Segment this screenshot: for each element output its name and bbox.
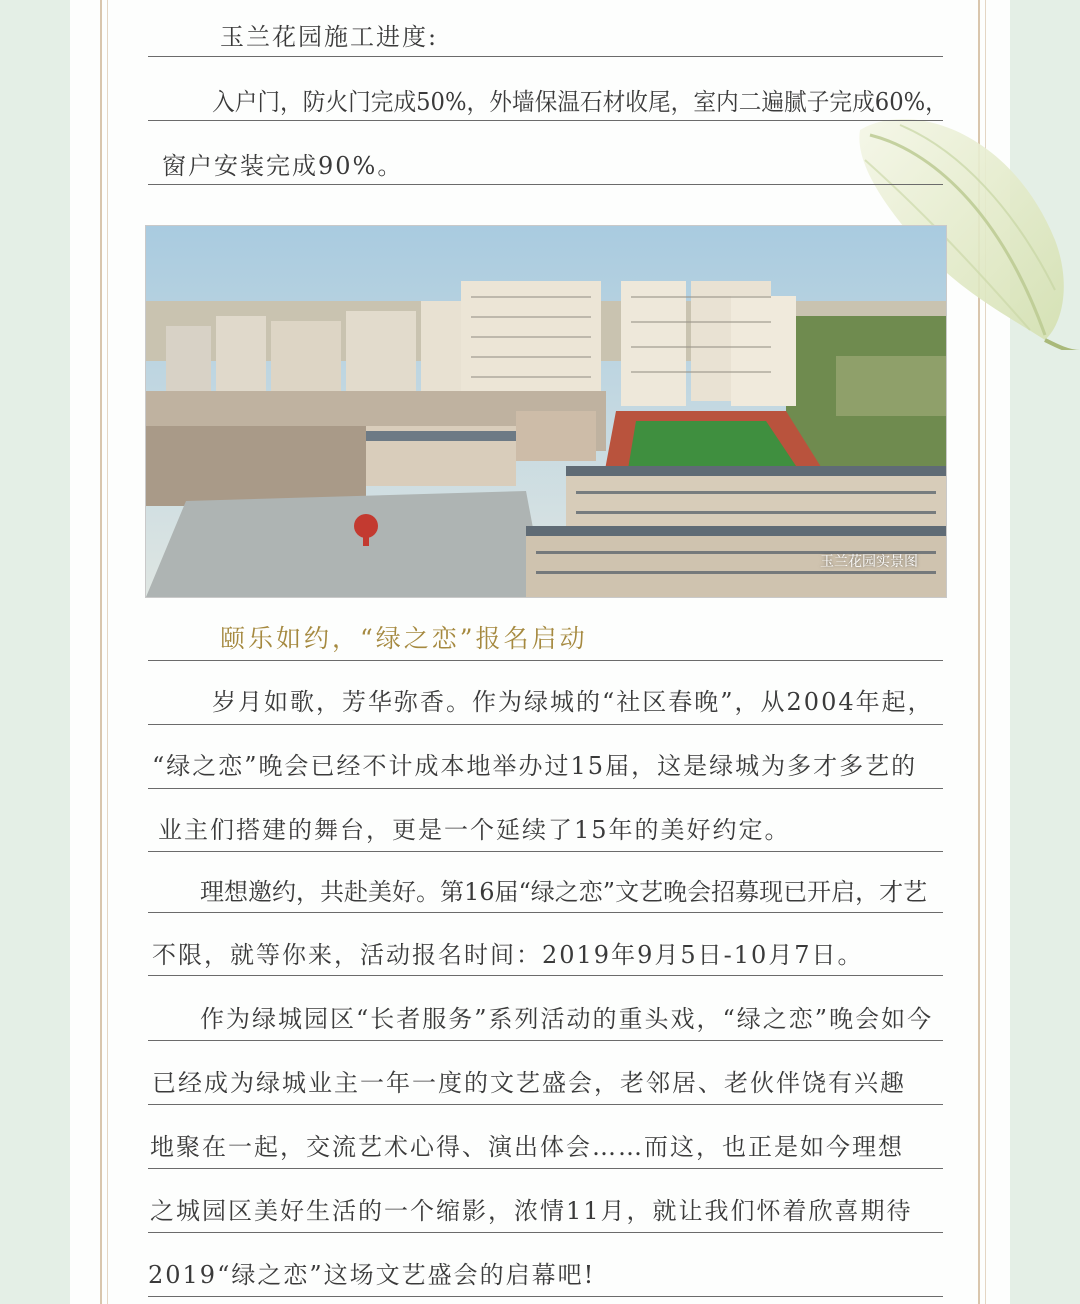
ruled-line bbox=[148, 1104, 943, 1105]
frame-border-left bbox=[100, 0, 102, 1304]
paragraph-line: 不限，就等你来，活动报名时间：2019年9月5日-10月7日。 bbox=[152, 941, 864, 969]
estate-aerial-photo bbox=[145, 225, 947, 598]
paragraph-line: 地聚在一起，交流艺术心得、演出体会……而这，也正是如今理想 bbox=[150, 1133, 904, 1161]
section-heading: 颐乐如约，“绿之恋”报名启动 bbox=[220, 624, 588, 653]
paragraph-line: 业主们搭建的舞台，更是一个延续了15年的美好约定。 bbox=[158, 816, 791, 844]
paragraph-line: “绿之恋”晚会已经不计成本地举办过15届，这是绿城为多才多艺的 bbox=[152, 752, 918, 780]
ruled-line bbox=[148, 1168, 943, 1169]
progress-line-2: 窗户安装完成90%。 bbox=[162, 152, 404, 180]
paragraph-line: 理想邀约，共赴美好。第16届“绿之恋”文艺晚会招募现已开启，才艺 bbox=[200, 878, 928, 906]
ruled-line bbox=[148, 660, 943, 661]
paragraph-line: 之城园区美好生活的一个缩影，浓情11月，就让我们怀着欣喜期待 bbox=[150, 1197, 913, 1225]
ruled-line bbox=[148, 788, 943, 789]
ruled-line bbox=[148, 975, 943, 976]
paragraph-line: 作为绿城园区“长者服务”系列活动的重头戏，“绿之恋”晚会如今 bbox=[200, 1005, 934, 1033]
ruled-line bbox=[148, 1232, 943, 1233]
photo-caption: 玉兰花园实景图 bbox=[820, 554, 918, 570]
ruled-line bbox=[148, 120, 943, 121]
ruled-line bbox=[148, 1040, 943, 1041]
ruled-line bbox=[148, 851, 943, 852]
ruled-line bbox=[148, 1296, 943, 1297]
paragraph-line: 已经成为绿城业主一年一度的文艺盛会，老邻居、老伙伴饶有兴趣 bbox=[152, 1069, 906, 1097]
paragraph-line: 2019“绿之恋”这场文艺盛会的启幕吧! bbox=[148, 1261, 596, 1289]
paragraph-line: 岁月如歌，芳华弥香。作为绿城的“社区春晚”，从2004年起， bbox=[212, 688, 934, 716]
ruled-line bbox=[148, 184, 943, 185]
ruled-line bbox=[148, 56, 943, 57]
progress-line-1: 入户门，防火门完成50%，外墙保温石材收尾，室内二遍腻子完成60%， bbox=[212, 88, 948, 116]
frame-border-left-inner bbox=[107, 0, 108, 1304]
ruled-line bbox=[148, 912, 943, 913]
ruled-line bbox=[148, 724, 943, 725]
section-title: 玉兰花园施工进度: bbox=[220, 23, 439, 51]
